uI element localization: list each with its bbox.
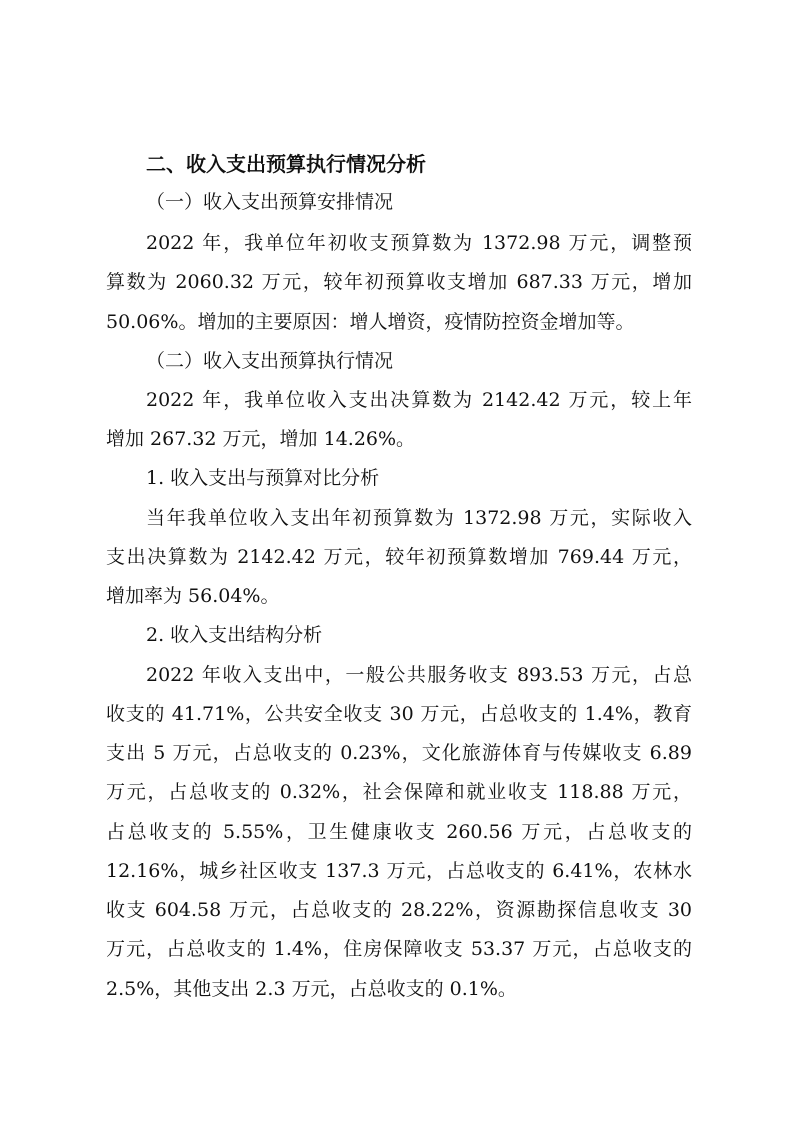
paragraph-line: 50.06%。增加的主要原因：增人增资，疫情防控资金增加等。 bbox=[106, 311, 635, 333]
subsection-heading: （一）收入支出预算安排情况 bbox=[146, 191, 394, 213]
paragraph-line: 算数为 2060.32 万元，较年初预算收支增加 687.33 万元，增加 bbox=[106, 271, 692, 293]
paragraph-line: 万元，占总收支的 1.4%，住房保障收支 53.37 万元，占总收支的 bbox=[106, 938, 692, 960]
paragraph-line: 占总收支的 5.55%，卫生健康收支 260.56 万元，占总收支的 bbox=[106, 821, 692, 843]
paragraph-line: 2.5%，其他支出 2.3 万元，占总收支的 0.1%。 bbox=[106, 978, 517, 1000]
paragraph-line: 当年我单位收入支出年初预算数为 1372.98 万元，实际收入 bbox=[146, 507, 692, 529]
paragraph-line: 2022 年，我单位年初收支预算数为 1372.98 万元，调整预 bbox=[146, 232, 692, 254]
paragraph-line: 增加率为 56.04%。 bbox=[106, 585, 280, 607]
paragraph-line: 增加 267.32 万元，增加 14.26%。 bbox=[106, 428, 416, 450]
paragraph-line: 2022 年，我单位收入支出决算数为 2142.42 万元，较上年 bbox=[146, 389, 692, 411]
paragraph-line: 支出决算数为 2142.42 万元，较年初预算数增加 769.44 万元， bbox=[106, 546, 692, 568]
paragraph-line: 收支的 41.71%，公共安全收支 30 万元，占总收支的 1.4%，教育 bbox=[106, 703, 692, 725]
paragraph-line: 支出 5 万元，占总收支的 0.23%，文化旅游体育与传媒收支 6.89 bbox=[106, 742, 692, 764]
paragraph-line: 2022 年收入支出中，一般公共服务收支 893.53 万元，占总 bbox=[146, 664, 692, 686]
paragraph-line: 12.16%，城乡社区收支 137.3 万元，占总收支的 6.41%，农林水 bbox=[106, 860, 692, 882]
subsection-heading: （二）收入支出预算执行情况 bbox=[146, 350, 394, 372]
section-title: 二、收入支出预算执行情况分析 bbox=[146, 152, 426, 176]
paragraph-line: 收支 604.58 万元，占总收支的 28.22%，资源勘探信息收支 30 bbox=[106, 899, 692, 921]
item-heading: 2. 收入支出结构分析 bbox=[146, 624, 323, 646]
paragraph-line: 万元，占总收支的 0.32%，社会保障和就业收支 118.88 万元， bbox=[106, 781, 692, 803]
item-heading: 1. 收入支出与预算对比分析 bbox=[146, 467, 380, 489]
